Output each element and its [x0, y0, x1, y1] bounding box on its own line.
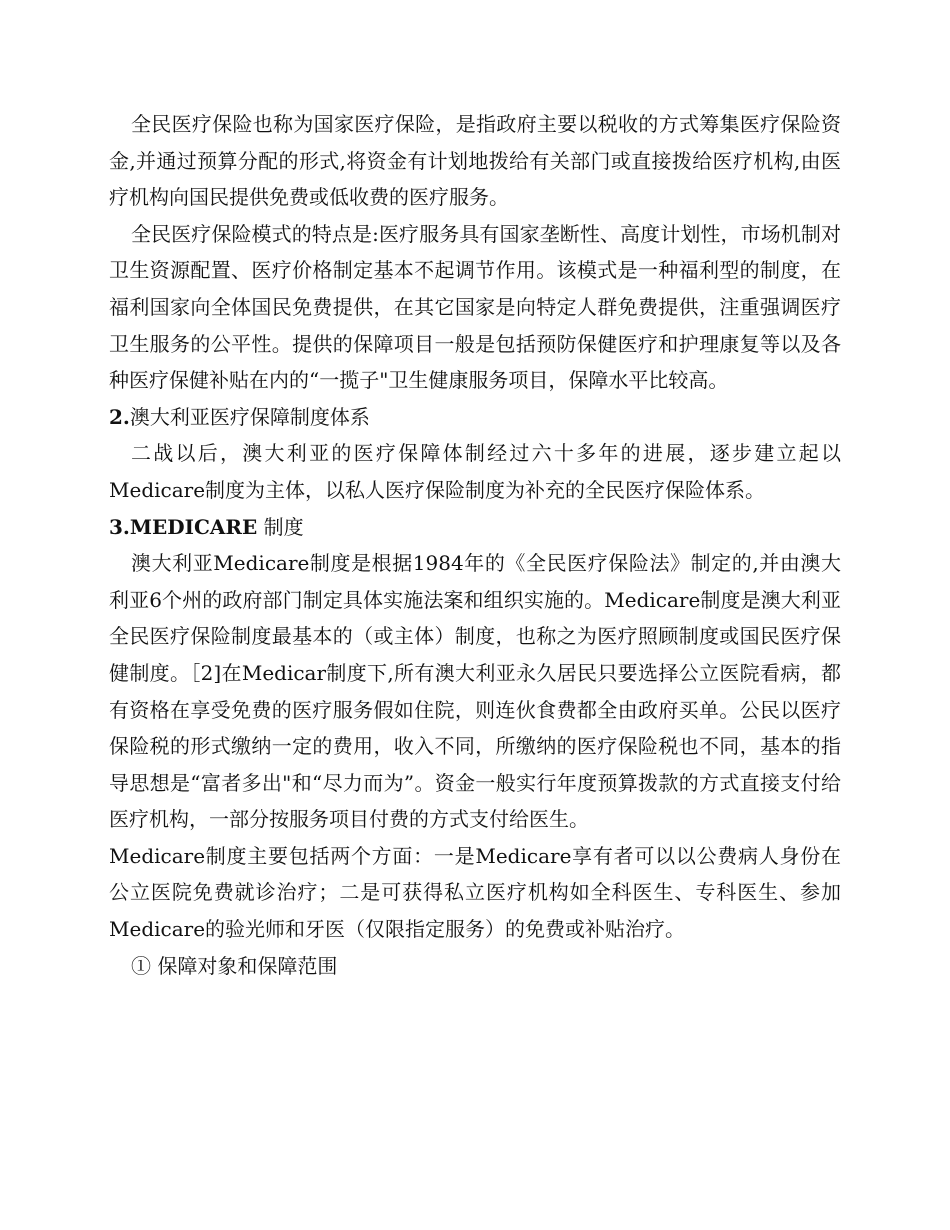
section-heading-2 — [109, 399, 841, 436]
section-heading-3-number: 3.MEDICARE — [109, 514, 258, 539]
paragraph-medicare-description: 澳大利亚Medicare制度是根据1984年的《全民医疗保险法》制定的,并由澳大利亚6个州的政府部门制定具体实施法案和组织实施的。Medicare制度是澳大利亚全民医疗保险制度最基本的（或主体）制度，也称之为医疗照顾制度或国民医疗保健制度。［2]在Medicar制度下,所有澳大利亚永久居民只要选择公立医院看病，都有资格在享受免费的医疗服务假如住院，则连伙食费都全由政府买单。公民以医疗保险税的形式缴纳一定的费用，收入不同，所缴纳的医疗保险税也不同，基本的指导思想是“富者多出"和“尽力而为”。资金一般实行年度预算拨款的方式直接支付给医疗机构，一部分按服务项目付费的方式支付给医生。 — [109, 551, 841, 832]
section-heading-2-number: 2. — [109, 404, 130, 429]
subsection-coverage-title: ① 保障对象和保障范围 — [131, 953, 338, 978]
document-body — [109, 106, 841, 984]
paragraph-model-characteristics: 全民医疗保险模式的特点是:医疗服务具有国家垄断性、高度计划性，市场机制对卫生资源配置、医疗价格制定基本不起调节作用。该模式是一种福利型的制度，在福利国家向全体国民免费提供，在其它国家是向特定人群免费提供，注重强调医疗卫生服务的公平性。提供的保障项目一般是包括预防保健医疗和护理康复等以及各种医疗保健补贴在内的“一揽子"卫生健康服务项目，保障水平比较高。 — [109, 221, 841, 393]
paragraph-australia-system-overview: 二战以后，澳大利亚的医疗保障体制经过六十多年的进展，逐步建立起以Medicare制度为主体，以私人医疗保险制度为补充的全民医疗保险体系。 — [109, 441, 841, 502]
section-heading-3 — [109, 509, 841, 546]
section-heading-3-title: 制度 — [257, 514, 304, 539]
paragraph-national-health-insurance-definition: 全民医疗保险也称为国家医疗保险，是指政府主要以税收的方式筹集医疗保险资金,并通过预算分配的形式,将资金有计划地拨给有关部门或直接拨给医疗机构,由医疗机构向国民提供免费或低收费的医疗服务。 — [109, 112, 841, 210]
section-heading-2-title: 澳大利亚医疗保障制度体系 — [129, 404, 370, 429]
paragraph-medicare-two-aspects: Medicare制度主要包括两个方面：一是Medicare享有者可以以公费病人身份在公立医院免费就诊治疗；二是可获得私立医疗机构如全科医生、专科医生、参加Medicare的验光师和牙医（仅限指定服务）的免费或补贴治疗。 — [109, 843, 841, 942]
